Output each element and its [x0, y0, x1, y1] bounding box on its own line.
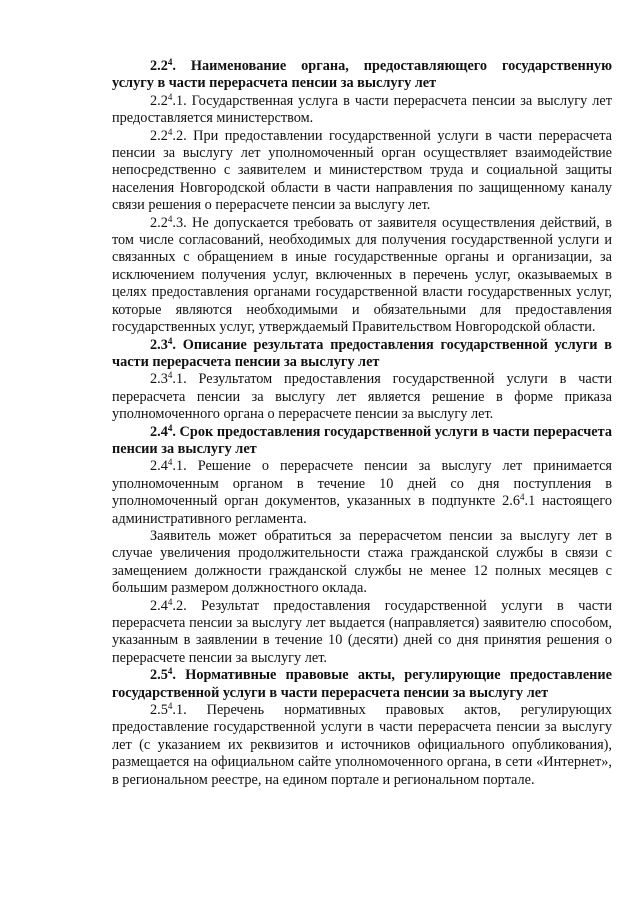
superscript-marker: 4: [167, 91, 173, 102]
superscript-marker: 4: [167, 457, 173, 468]
paragraph: $2.5^4.1$. Перечень нормативных правовых актов, регулирующих предоставление государственной услуги в части перерасчета пенсии за выслугу лет (с указанием их реквизитов и источников официального опубликования), размещается на официальном сайте уполномоченного органа, в сети «Интернет», в региональном реестре, на едином портале и региональном портале.: [112, 701, 612, 788]
paragraph: $2.2^4.2$. При предоставлении государственной услуги в части перерасчета пенсии за выслугу лет уполномоченный орган осуществляет взаимодействие непосредственно с заявителем и министерством труда и социальной защиты населения Новгородской области в части направления по защищенному каналу связи решения о перерасчете пенсии за выслугу лет.: [112, 126, 612, 214]
section-heading: $2.5^4$. Нормативные правовые акты, регулирующие предоставление государственной услуги в части перерасчета пенсии за выслугу лет: [112, 666, 612, 701]
section-heading: $2.2^4$. Наименование органа, предоставляющего государственную услугу в части перерасчета пенсии за выслугу лет: [112, 57, 612, 92]
paragraph: $2.2^4.1$. Государственная услуга в части перерасчета пенсии за выслугу лет предоставляется министерством.: [112, 91, 612, 127]
section-heading: $2.3^4$. Описание результата предоставления государственной услуги в части перерасчета пенсии за выслугу лет: [112, 335, 612, 370]
superscript-marker: 4: [167, 57, 173, 67]
paragraph: $2.3^4.1$. Результатом предоставления государственной услуги в части перерасчета пенсии за выслугу лет является решение в форме приказа уполномоченного органа о перерасчете пенсии за выслугу лет.: [112, 370, 612, 423]
superscript-marker: 4: [167, 126, 173, 137]
superscript-marker: 4: [167, 335, 173, 346]
document-body: [112, 58, 612, 789]
paragraph: $2.4^4.2$. Результат предоставления государственной услуги в части перерасчета пенсии за выслугу лет выдается (направляется) заявителю способом, указанным в заявлении в течение 10 (десяти) дней со дня принятия решения о перерасчете пенсии за выслугу лет.: [112, 596, 612, 666]
paragraph: $2.2^4.3$. Не допускается требовать от заявителя осуществления действий, в том числе согласований, необходимых для получения государственной услуги и связанных с обращением в иные государственные органы и организации, за исключением получения услуг, включенных в перечень услуг, оказываемых в целях предоставления органами государственной власти государственных услуг, которые являются необходимыми и обязательными для предоставления государственных услуг, утверждаемый Правительством Новгородской области.: [112, 213, 612, 336]
paragraph: Заявитель может обратиться за перерасчетом пенсии за выслугу лет в случае увеличения продолжительности стажа гражданской службы в связи с замещением должности гражданской службы не менее 12 полных месяцев с большим размером должностного оклада.: [112, 527, 612, 597]
superscript-marker: 4: [167, 701, 173, 712]
superscript-marker: 4: [167, 596, 173, 607]
superscript-marker: 4: [167, 213, 173, 224]
superscript-marker: 4: [167, 422, 173, 433]
superscript-marker: 4: [167, 370, 173, 381]
paragraph: $2.4^4.1$. Решение о перерасчете пенсии за выслугу лет принимается уполномоченным органом в течение 10 дней со дня поступления в уполномоченный орган документов, указанных в подпункте $2.6^4.1$ настоящего административного регламента.: [112, 457, 612, 527]
section-heading: $2.4^4$. Срок предоставления государственной услуги в части перерасчета пенсии за выслугу лет: [112, 422, 612, 457]
superscript-marker: 4: [520, 492, 525, 503]
superscript-marker: 4: [167, 666, 173, 677]
